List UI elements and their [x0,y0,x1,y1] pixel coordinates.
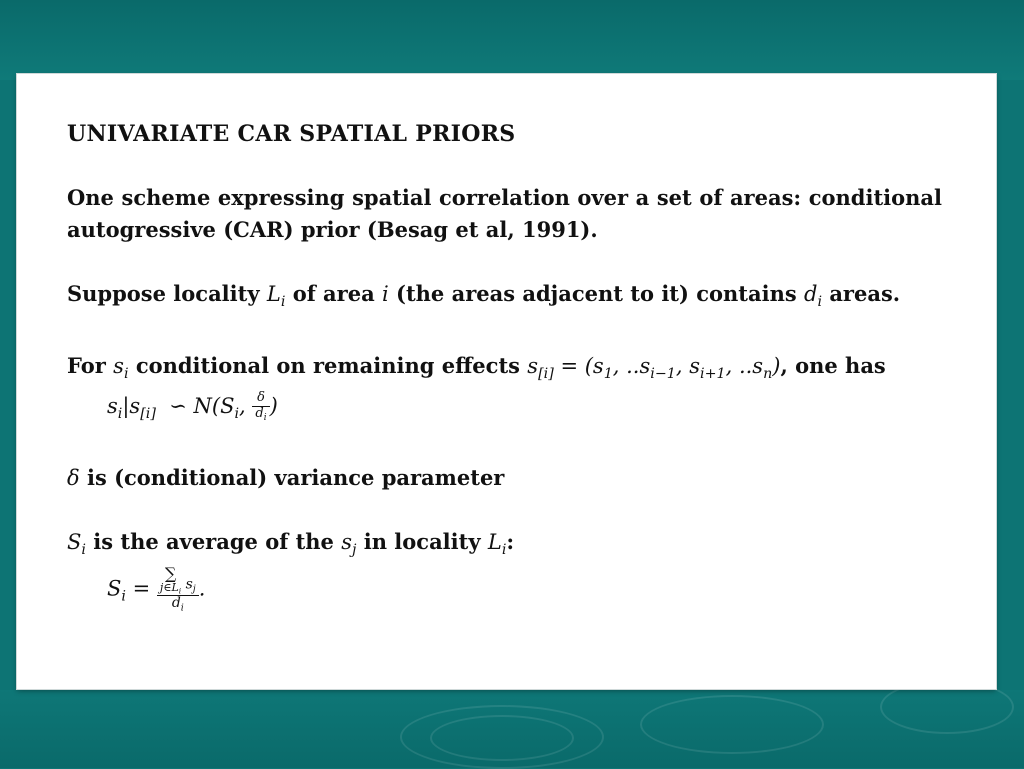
math-d-i: $d_i$ [804,282,823,310]
fraction-sum-over-d: ∑ $j\in L_i$ $s_j$ $d_i$ [157,566,199,614]
summation-sign: ∑ $j\in L_i$ [159,563,182,596]
water-ripple-decoration [640,695,824,754]
background-bottom-band [0,690,1024,768]
slide-content [67,118,942,614]
text-fragment: of area [292,281,375,306]
text-fragment: : [506,528,515,554]
text-fragment: areas. [829,281,901,306]
paragraph-locality [67,278,942,318]
math-s-i: $s_i$ [113,353,129,382]
math-delta: δ [67,465,80,490]
water-ripple-decoration [430,715,574,761]
math-L-i: $L_i$ [487,529,507,558]
math-s-bracket-i: $s_{[i]} = (s_1$, $..s_{i-1}$, $s_{i+1}$, $..s_n$) [527,353,781,382]
paragraph-variance [67,462,942,494]
text-fragment: in locality [363,528,481,554]
text-fragment: is (conditional) variance parameter [86,464,505,490]
text-fragment: Suppose locality [67,281,260,306]
math-conditional-distribution: $s_i|s_{[i]}$ ∽ $N(S_i$, $\frac{\delta}{d_i}$ ) [107,390,278,423]
math-L-i: $L_i$ [266,282,286,310]
slide-card [17,74,996,689]
text-fragment: is the average of the [93,528,334,554]
slide-title: UNIVARIATE CAR SPATIAL PRIORS [67,121,516,147]
math-i: i [382,282,389,306]
math-s-j: $s_j$ [341,529,357,558]
paragraph-average [67,526,942,614]
text-fragment: conditional on remaining effects [135,352,520,378]
math-S-i: $S_i$ [67,529,86,558]
background-top-band [0,0,1024,80]
paragraph-car-scheme: One scheme expressing spatial correlation over a set of areas: conditional autogressive (CAR) prior (Besag et al, 1991). [67,185,942,242]
fraction-delta-over-d: $\frac{\delta}{d_i}$ [252,391,269,423]
text-fragment: (the areas adjacent to it) contains [396,281,797,306]
math-average-formula: $S_i$ = ∑ $j\in L_i$ $s_j$ $d_i$ . [107,563,206,614]
text-fragment: For [67,352,106,378]
text-fragment: , one has [780,352,886,378]
paragraph-conditional [67,350,942,430]
